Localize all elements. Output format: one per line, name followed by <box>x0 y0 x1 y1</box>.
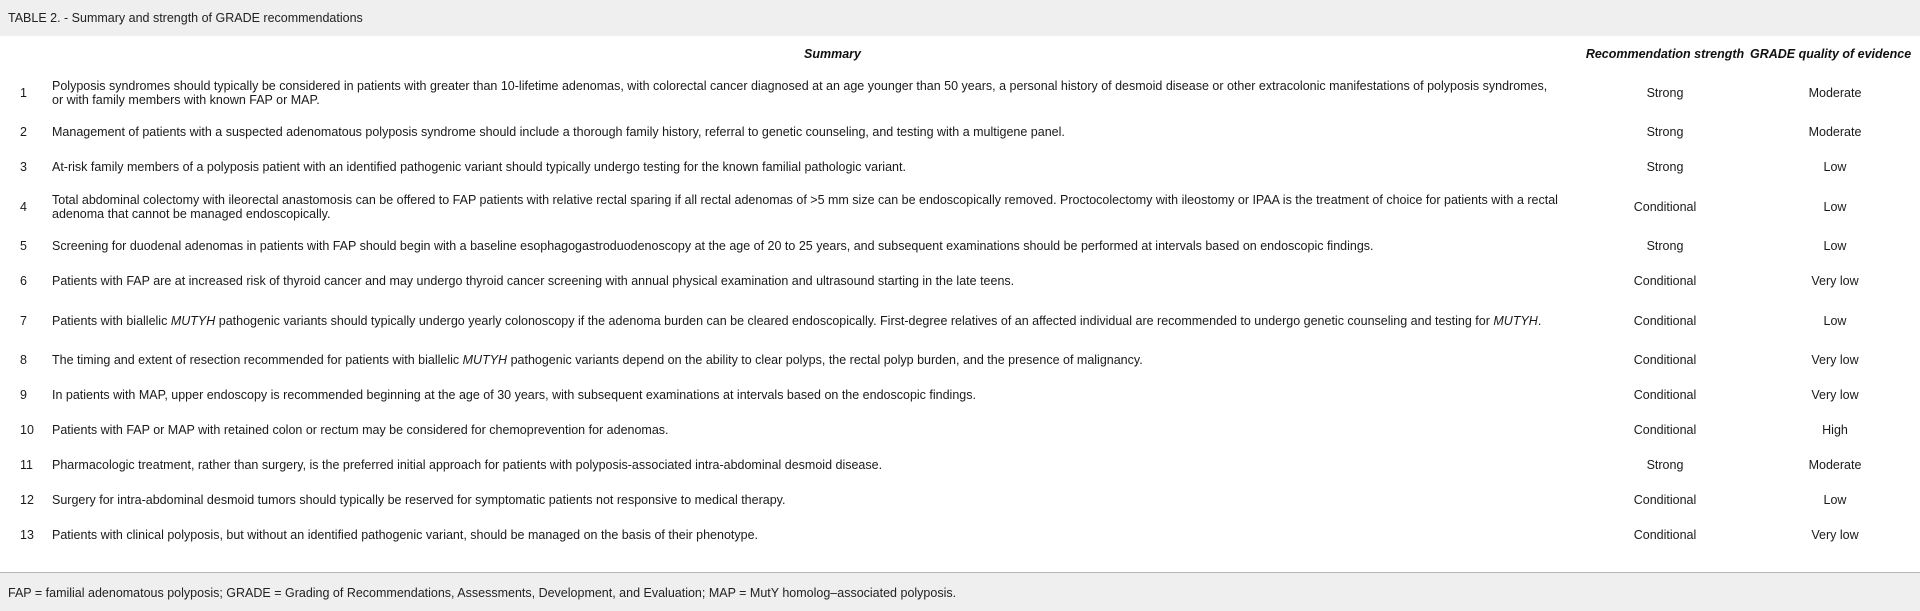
table-row <box>0 264 1920 299</box>
table-row <box>0 299 1920 343</box>
table-row <box>0 378 1920 413</box>
row-number: 6 <box>20 274 27 289</box>
row-grade-quality: Moderate <box>1808 85 1862 100</box>
summary-gene-name: MUTYH <box>1493 313 1538 328</box>
summary-text: Surgery for intra-abdominal desmoid tumors should typically be reserved for symptomatic patients not responsive to medical therapy. <box>52 493 786 508</box>
summary-text: Total abdominal colectomy with ileorectal anastomosis can be offered to FAP patients with relative rectal sparing if all rectal adenomas of >5 mm size can be endoscopically removed. Proctocolectomy with ileostomy or IPAA is the treatment of choice for patients with a rectal adenoma that cannot be managed endoscopically. <box>52 192 1558 221</box>
row-grade-quality: Very low <box>1811 274 1859 289</box>
table-row <box>0 115 1920 150</box>
row-summary <box>45 518 1580 553</box>
table-row <box>0 483 1920 518</box>
row-recommendation-strength: Conditional <box>1633 274 1697 289</box>
row-grade-quality: High <box>1822 423 1848 438</box>
summary-text: Patients with clinical polyposis, but without an identified pathogenic variant, should be managed on the basis of their phenotype. <box>52 528 759 543</box>
header-summary: Summary <box>804 46 861 61</box>
row-recommendation-strength: Conditional <box>1633 388 1697 403</box>
summary-text: In patients with MAP, upper endoscopy is recommended beginning at the age of 30 years, with subsequent examinations at intervals based on the endoscopic findings. <box>52 388 976 403</box>
row-number: 2 <box>20 125 27 140</box>
table-header-row <box>0 36 1920 71</box>
row-recommendation-strength: Strong <box>1646 85 1684 100</box>
row-recommendation-strength: Strong <box>1646 160 1684 175</box>
row-number: 8 <box>20 353 27 368</box>
row-summary <box>45 448 1580 483</box>
table-row <box>0 448 1920 483</box>
row-summary <box>45 378 1580 413</box>
row-grade-quality: Moderate <box>1808 125 1862 140</box>
table-footnote: FAP = familial adenomatous polyposis; GRADE = Grading of Recommendations, Assessments, Development, and Evaluation; MAP = MutY homolog–associated polyposis. <box>0 572 1920 611</box>
summary-text: Screening for duodenal adenomas in patients with FAP should begin with a baseline esophagogastroduodenoscopy at the age of 20 to 25 years, and subsequent examinations should be performed at intervals based on endoscopic findings. <box>52 239 1374 254</box>
row-summary <box>45 413 1580 448</box>
row-number: 10 <box>20 423 34 438</box>
row-grade-quality: Moderate <box>1808 458 1862 473</box>
row-grade-quality: Very low <box>1811 528 1859 543</box>
summary-text: At-risk family members of a polyposis patient with an identified pathogenic variant should typically undergo testing for the known familial pathologic variant. <box>52 160 906 175</box>
row-number: 11 <box>20 458 33 473</box>
table-row <box>0 413 1920 448</box>
table-row <box>0 518 1920 553</box>
table-caption: TABLE 2. - Summary and strength of GRADE recommendations <box>0 0 1920 36</box>
summary-text: Patients with FAP are at increased risk of thyroid cancer and may undergo thyroid cancer screening with annual physical examination and ultrasound starting in the late teens. <box>52 274 1015 289</box>
table-row <box>0 343 1920 378</box>
table-row <box>0 185 1920 229</box>
header-recommendation-strength: Recommendation strength <box>1585 46 1745 61</box>
row-grade-quality: Low <box>1823 493 1847 508</box>
row-recommendation-strength: Strong <box>1646 239 1684 254</box>
row-recommendation-strength: Conditional <box>1633 199 1697 214</box>
summary-text: Patients with biallelic <box>52 313 171 328</box>
row-summary <box>45 264 1580 299</box>
row-recommendation-strength: Conditional <box>1633 528 1697 543</box>
row-summary <box>45 483 1580 518</box>
row-number: 5 <box>20 239 27 254</box>
table-row <box>0 229 1920 264</box>
summary-text: . <box>1537 313 1542 328</box>
row-summary <box>45 150 1580 185</box>
recommendations-table-container <box>0 36 1920 553</box>
recommendations-table <box>0 36 1920 553</box>
table-row <box>0 71 1920 115</box>
summary-text: Patients with FAP or MAP with retained colon or rectum may be considered for chemoprevention for adenomas. <box>52 423 669 438</box>
row-recommendation-strength: Strong <box>1646 125 1684 140</box>
summary-text: pathogenic variants depend on the ability to clear polyps, the rectal polyp burden, and the presence of malignancy. <box>507 353 1143 368</box>
table-row <box>0 150 1920 185</box>
row-recommendation-strength: Conditional <box>1633 353 1697 368</box>
summary-gene-name: MUTYH <box>462 353 508 368</box>
row-number: 9 <box>20 388 27 403</box>
table-body <box>0 71 1920 553</box>
row-number: 7 <box>20 313 27 328</box>
row-grade-quality: Low <box>1823 160 1847 175</box>
summary-text: Management of patients with a suspected adenomatous polyposis syndrome should include a thorough family history, referral to genetic counseling, and testing with a multigene panel. <box>52 125 1065 140</box>
row-recommendation-strength: Conditional <box>1633 423 1697 438</box>
row-recommendation-strength: Conditional <box>1633 493 1697 508</box>
row-recommendation-strength: Conditional <box>1633 313 1697 328</box>
summary-gene-name: MUTYH <box>170 313 216 328</box>
row-grade-quality: Low <box>1823 199 1847 214</box>
summary-text: Polyposis syndromes should typically be considered in patients with greater than 10-lifetime adenomas, with colorectal cancer diagnosed at an age younger than 50 years, a personal history of desmoid disease or other extracolonic manifestations of polyposis syndromes, or with family members with known FAP or MAP. <box>52 78 1548 107</box>
row-number: 12 <box>20 493 34 508</box>
summary-text: Pharmacologic treatment, rather than surgery, is the preferred initial approach for patients with polyposis-associated intra-abdominal desmoid disease. <box>52 458 883 473</box>
row-summary <box>45 115 1580 150</box>
row-summary <box>45 299 1580 343</box>
row-summary <box>45 71 1580 115</box>
summary-text: The timing and extent of resection recommended for patients with biallelic <box>52 353 463 368</box>
row-grade-quality: Very low <box>1811 388 1859 403</box>
row-summary <box>45 229 1580 264</box>
row-number: 4 <box>20 199 27 214</box>
row-grade-quality: Low <box>1823 239 1847 254</box>
row-recommendation-strength: Strong <box>1646 458 1684 473</box>
summary-text: pathogenic variants should typically undergo yearly colonoscopy if the adenoma burden can be cleared endoscopically. First-degree relatives of an affected individual are recommended to undergo genetic counseling and testing for <box>215 313 1494 328</box>
row-number: 1 <box>20 85 27 100</box>
row-grade-quality: Low <box>1823 313 1847 328</box>
header-number <box>0 36 45 71</box>
row-grade-quality: Very low <box>1811 353 1859 368</box>
row-number: 3 <box>20 160 27 175</box>
row-summary <box>45 343 1580 378</box>
row-summary <box>45 185 1580 229</box>
header-grade-quality: GRADE quality of evidence <box>1750 46 1912 61</box>
row-number: 13 <box>20 528 34 543</box>
